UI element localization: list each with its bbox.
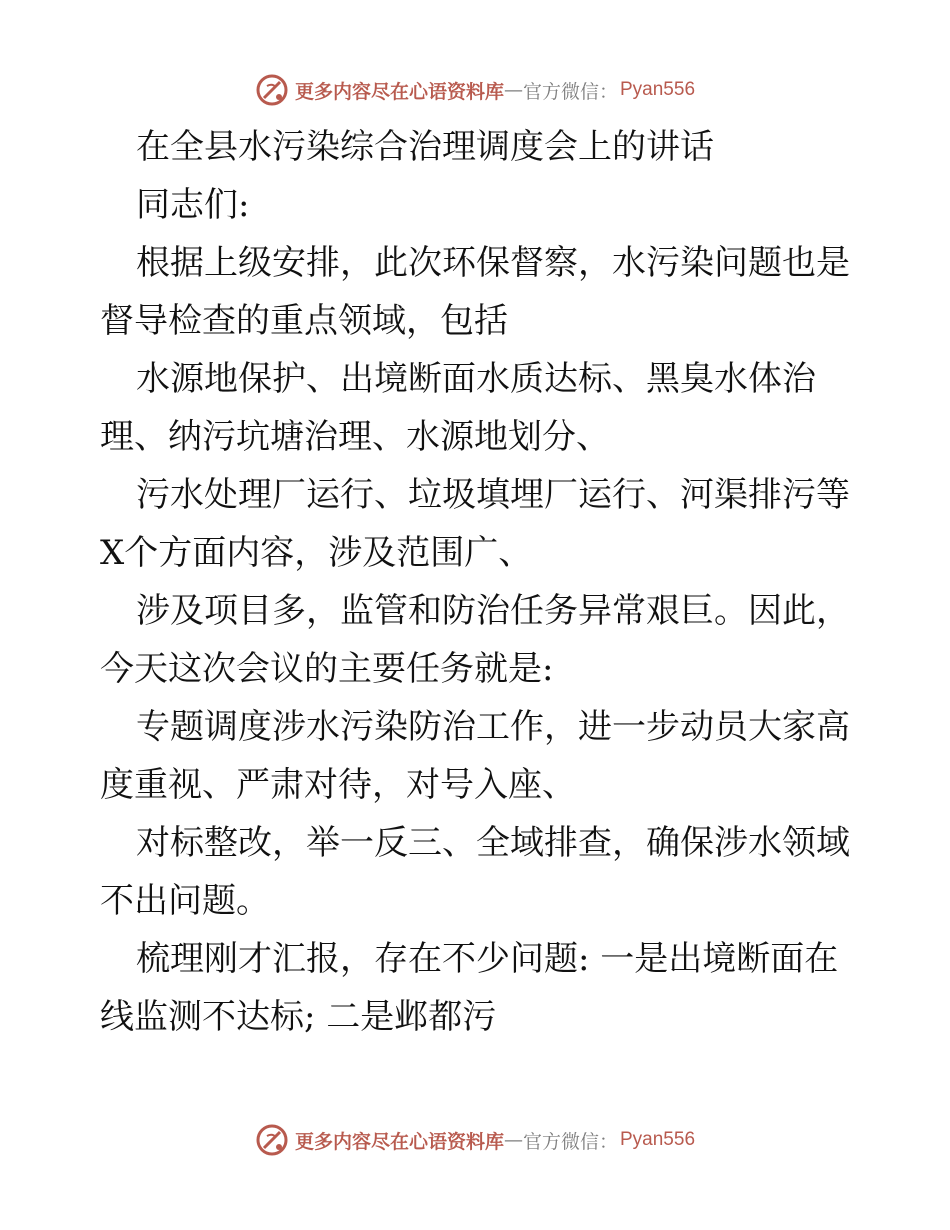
paragraph-line: 理、纳污坑塘治理、水源地划分、 — [100, 417, 610, 457]
paragraph-line: X个方面内容，涉及范围广、 — [100, 533, 533, 573]
quill-seal-icon — [255, 1123, 289, 1157]
document-body — [100, 118, 860, 1046]
quill-seal-icon — [255, 73, 289, 107]
watermark-wechat-label: 官方微信： — [522, 1130, 618, 1153]
paragraph-line: 专题调度涉水污染防治工作，进一步动员大家高 — [136, 707, 850, 747]
salutation: 同志们: — [136, 185, 250, 225]
watermark-wechat-id: Pyan556 — [620, 1129, 696, 1150]
watermark-wechat-label: 官方微信： — [522, 80, 618, 103]
paragraph-line: 督导检查的重点领域，包括 — [100, 301, 508, 341]
watermark-wechat-id: Pyan556 — [620, 79, 696, 100]
paragraph-line: 梳理刚才汇报，存在不少问题: 一是出境断面在 — [136, 939, 839, 979]
paragraph-line: 不出问题。 — [100, 881, 270, 921]
header-watermark — [0, 70, 950, 110]
paragraph-line: 对标整改，举一反三、全域排查，确保涉水领域 — [136, 823, 850, 863]
paragraph-line: 根据上级安排，此次环保督察，水污染问题也是 — [136, 243, 850, 283]
paragraph-line: 今天这次会议的主要任务就是: — [100, 649, 554, 689]
document-title: 在全县水污染综合治理调度会上的讲话 — [136, 127, 714, 167]
paragraph-line: 水源地保护、出境断面水质达标、黑臭水体治 — [136, 359, 816, 399]
watermark-main-text: 更多内容尽在心语资料库 — [294, 80, 504, 103]
footer-watermark — [0, 1120, 950, 1160]
watermark-separator: — — [503, 79, 523, 101]
watermark-main-text: 更多内容尽在心语资料库 — [294, 1130, 504, 1153]
paragraph-line: 污水处理厂运行、垃圾填埋厂运行、河渠排污等 — [136, 475, 850, 515]
paragraph-line: 涉及项目多，监管和防治任务异常艰巨。因此， — [136, 591, 850, 631]
paragraph-line: 线监测不达标; 二是邺都污 — [100, 997, 497, 1037]
watermark-separator: — — [503, 1129, 523, 1151]
paragraph-line: 度重视、严肃对待，对号入座、 — [100, 765, 576, 805]
